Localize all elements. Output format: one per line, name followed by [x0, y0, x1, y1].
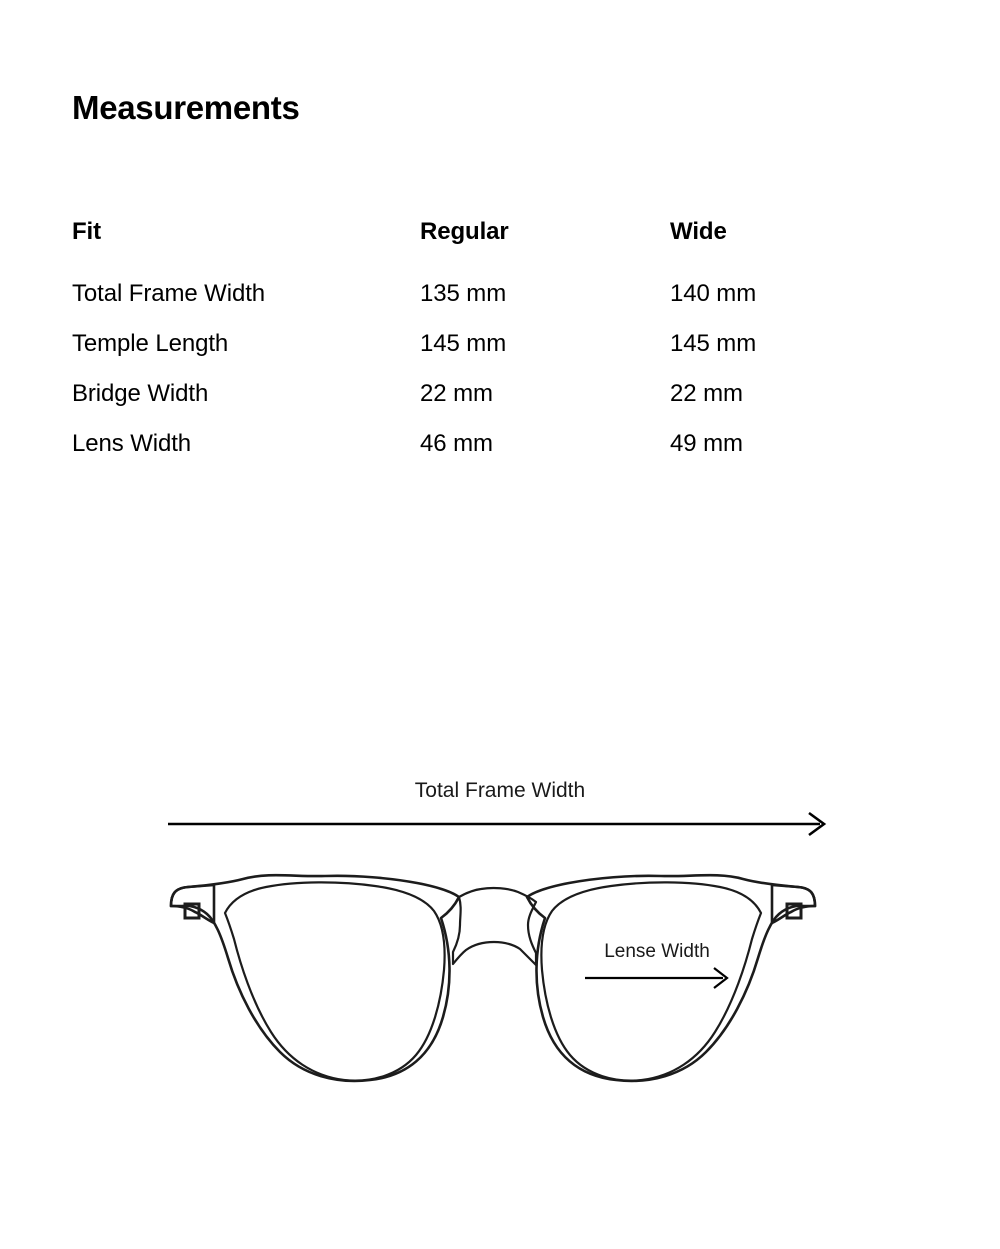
cell-fit: Total Frame Width	[72, 280, 266, 307]
measurements-table	[72, 218, 872, 480]
cell-regular: 22 mm	[420, 380, 493, 407]
lens-width-label: Lense Width	[604, 941, 710, 962]
lens-width-arrow	[585, 968, 727, 988]
cell-wide: 140 mm	[670, 280, 757, 307]
table-row	[72, 280, 872, 330]
column-header-regular: Regular	[420, 218, 509, 245]
table-row	[72, 380, 872, 430]
cell-regular: 135 mm	[420, 280, 507, 307]
total-frame-width-arrow	[168, 813, 824, 835]
cell-regular: 145 mm	[420, 330, 507, 357]
cell-fit: Lens Width	[72, 430, 192, 457]
total-frame-width-label: Total Frame Width	[414, 779, 586, 802]
cell-fit: Temple Length	[72, 330, 229, 357]
cell-wide: 22 mm	[670, 380, 743, 407]
column-header-fit: Fit	[72, 218, 102, 245]
column-header-wide: Wide	[670, 218, 727, 245]
eyeglasses-diagram	[0, 755, 1000, 1115]
cell-wide: 49 mm	[670, 430, 743, 457]
table-row	[72, 430, 872, 480]
table-header-row	[72, 218, 872, 280]
cell-wide: 145 mm	[670, 330, 757, 357]
table-row	[72, 330, 872, 380]
page-title: Measurements	[72, 89, 300, 126]
cell-regular: 46 mm	[420, 430, 493, 457]
cell-fit: Bridge Width	[72, 380, 209, 407]
